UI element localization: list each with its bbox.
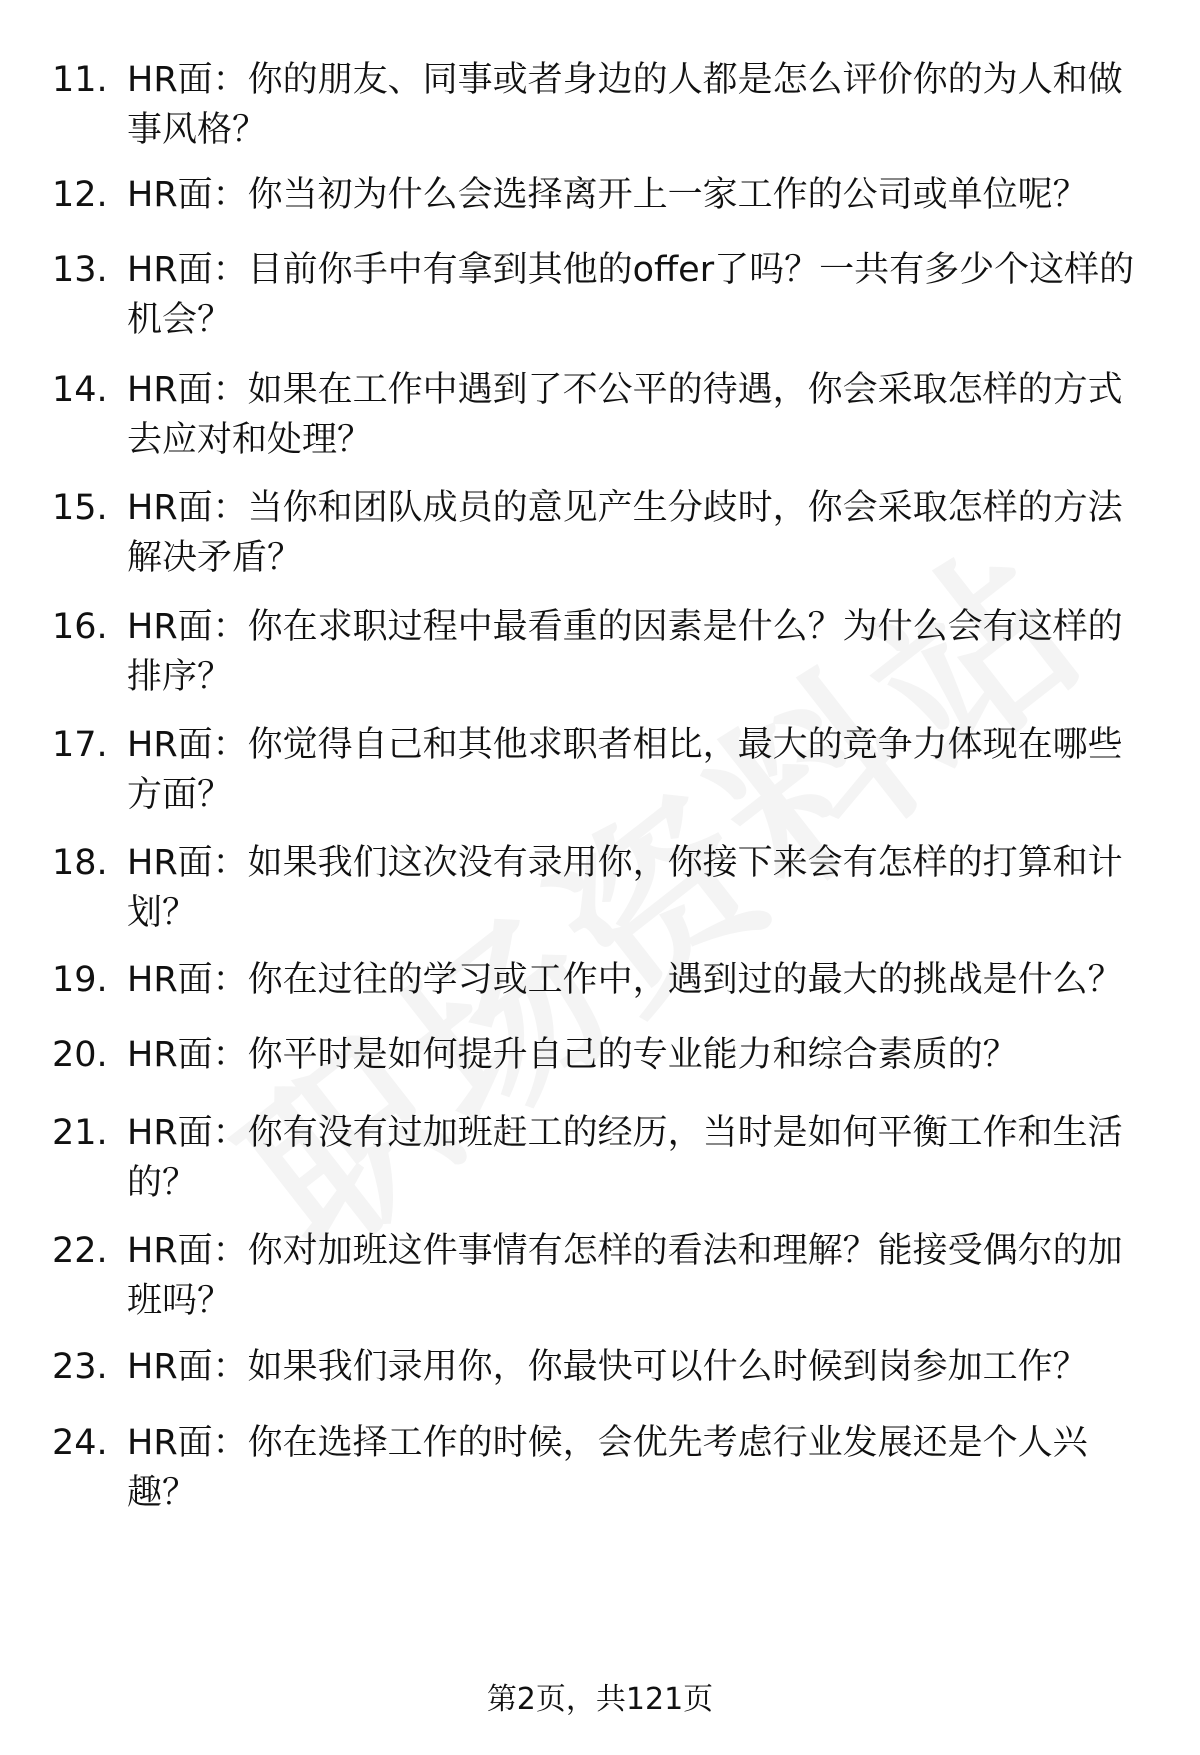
- question-item: [52, 1030, 1162, 1080]
- question-text: HR面：目前你手中有拿到其他的offer了吗？一共有多少个这样的机会？: [127, 250, 1135, 340]
- question-number: 17.: [52, 725, 108, 765]
- question-text: HR面：你有没有过加班赶工的经历，当时是如何平衡工作和生活的？: [127, 1113, 1123, 1203]
- question-item: [52, 602, 1162, 702]
- question-item: [52, 1418, 1162, 1518]
- question-number: 14.: [52, 370, 108, 410]
- question-text: HR面：你在过往的学习或工作中，遇到过的最大的挑战是什么？: [127, 960, 1123, 1000]
- question-item: [52, 245, 1162, 345]
- question-number: 21.: [52, 1113, 108, 1153]
- question-text: HR面：如果在工作中遇到了不公平的待遇，你会采取怎样的方式去应对和处理？: [127, 370, 1123, 460]
- question-item: [52, 720, 1162, 820]
- question-number: 13.: [52, 250, 108, 290]
- question-number: 15.: [52, 488, 108, 528]
- question-item: [52, 1108, 1162, 1208]
- question-item: [52, 955, 1162, 1005]
- question-number: 11.: [52, 60, 108, 100]
- question-text: HR面：你平时是如何提升自己的专业能力和综合素质的？: [127, 1035, 1018, 1075]
- question-number: 18.: [52, 843, 108, 883]
- question-number: 24.: [52, 1423, 108, 1463]
- question-text: HR面：你的朋友、同事或者身边的人都是怎么评价你的为人和做事风格？: [127, 60, 1123, 150]
- question-number: 19.: [52, 960, 108, 1000]
- question-number: 16.: [52, 607, 108, 647]
- question-item: [52, 1226, 1162, 1326]
- question-text: HR面：如果我们录用你，你最快可以什么时候到岗参加工作？: [127, 1347, 1088, 1387]
- question-item: [52, 1342, 1162, 1392]
- page-footer: 第2页，共121页: [486, 1682, 714, 1717]
- question-text: HR面：如果我们这次没有录用你，你接下来会有怎样的打算和计划？: [127, 843, 1123, 933]
- question-text: HR面：你当初为什么会选择离开上一家工作的公司或单位呢？: [127, 175, 1088, 215]
- question-text: HR面：你在求职过程中最看重的因素是什么？为什么会有这样的排序？: [127, 607, 1123, 697]
- question-item: [52, 55, 1162, 155]
- question-text: HR面：你觉得自己和其他求职者相比，最大的竞争力体现在哪些方面？: [127, 725, 1123, 815]
- question-text: HR面：你在选择工作的时候，会优先考虑行业发展还是个人兴趣？: [127, 1423, 1088, 1513]
- question-number: 12.: [52, 175, 108, 215]
- question-number: 22.: [52, 1231, 108, 1271]
- question-item: [52, 170, 1162, 220]
- question-item: [52, 365, 1162, 465]
- question-text: HR面：你对加班这件事情有怎样的看法和理解？能接受偶尔的加班吗？: [127, 1231, 1123, 1321]
- question-text: HR面：当你和团队成员的意见产生分歧时，你会采取怎样的方法解决矛盾？: [127, 488, 1123, 578]
- question-item: [52, 838, 1162, 938]
- question-item: [52, 483, 1162, 583]
- question-number: 20.: [52, 1035, 108, 1075]
- question-number: 23.: [52, 1347, 108, 1387]
